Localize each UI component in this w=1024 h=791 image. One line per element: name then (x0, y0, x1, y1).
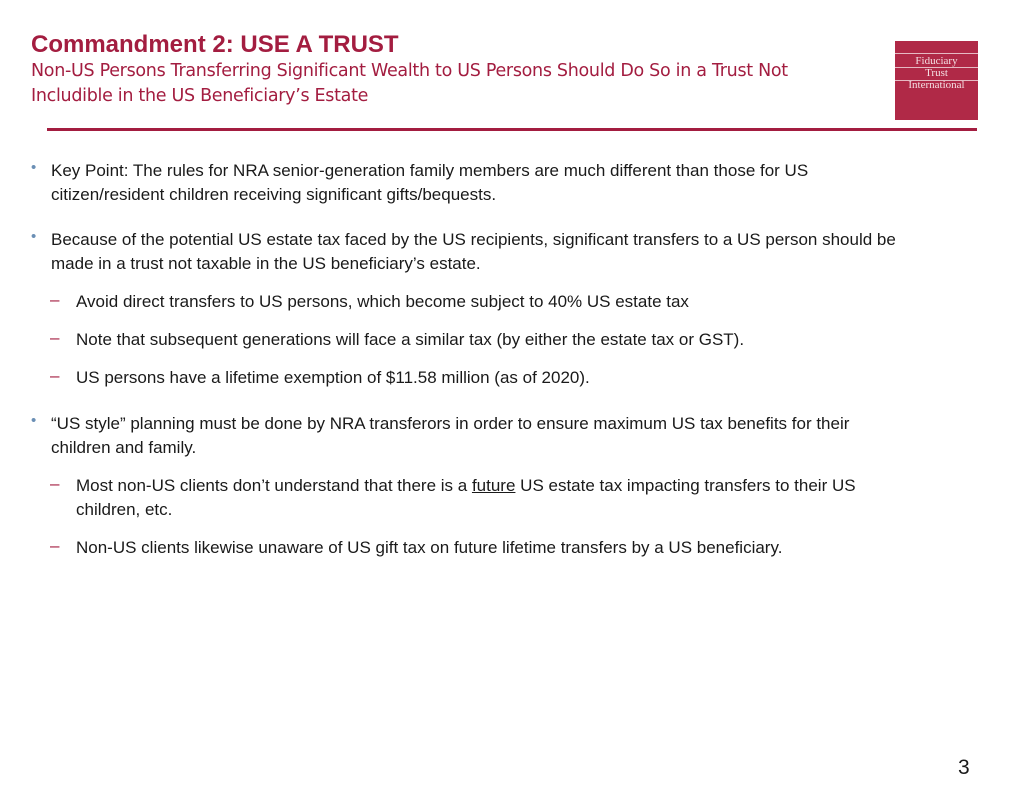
sub-bullet-text-before: Most non-US clients don’t understand that there is a (76, 476, 472, 495)
bullet-icon: • (31, 159, 37, 176)
bullet-estate-tax: Because of the potential US estate tax faced by the US recipients, significant transfers to a US person should be made in a trust not taxable in the US beneficiary’s estate. (51, 230, 896, 273)
slide-subtitle: Non-US Persons Transferring Significant Wealth to US Persons Should Do So in a Trust Not Includible in the US Beneficiary’s Estate (31, 61, 788, 106)
sub-bullet-future-estate-tax (76, 474, 906, 522)
sub-bullet-subsequent-generations: Note that subsequent generations will face a similar tax (by either the estate tax or GST). (76, 330, 745, 349)
underlined-future: future (471, 476, 516, 495)
sub-bullet-gift-tax: Non-US clients likewise unaware of US gift tax on future lifetime transfers by a US beneficiary. (76, 538, 783, 557)
company-logo (895, 41, 978, 120)
sub-bullet-direct-transfers: Avoid direct transfers to US persons, which become subject to 40% US estate tax (76, 292, 689, 311)
dash-icon: – (50, 536, 60, 555)
bullet-us-style-planning: “US style” planning must be done by NRA transferors in order to ensure maximum US tax benefits for their children and family. (51, 414, 850, 457)
logo-text-trust: Trust (925, 67, 948, 79)
title-divider (47, 128, 977, 131)
page-number: 3 (958, 756, 970, 779)
dash-icon: – (50, 366, 60, 385)
sub-bullet-lifetime-exemption: US persons have a lifetime exemption of $11.58 million (as of 2020). (76, 368, 590, 387)
sub-bullet-text-after: US estate tax impacting transfers to their US children, etc. (76, 476, 856, 519)
slide-title: Commandment 2: USE A TRUST (31, 31, 399, 58)
logo-text-international: International (908, 79, 965, 91)
bullet-key-point: Key Point: The rules for NRA senior-generation family members are much different than those for US citizen/resident children receiving significant gifts/bequests. (51, 161, 809, 204)
dash-icon: – (50, 474, 60, 493)
bullet-icon: • (31, 228, 37, 245)
dash-icon: – (50, 328, 60, 347)
logo-text-fiduciary: Fiduciary (915, 55, 958, 67)
dash-icon: – (50, 290, 60, 309)
bullet-icon: • (31, 412, 37, 429)
